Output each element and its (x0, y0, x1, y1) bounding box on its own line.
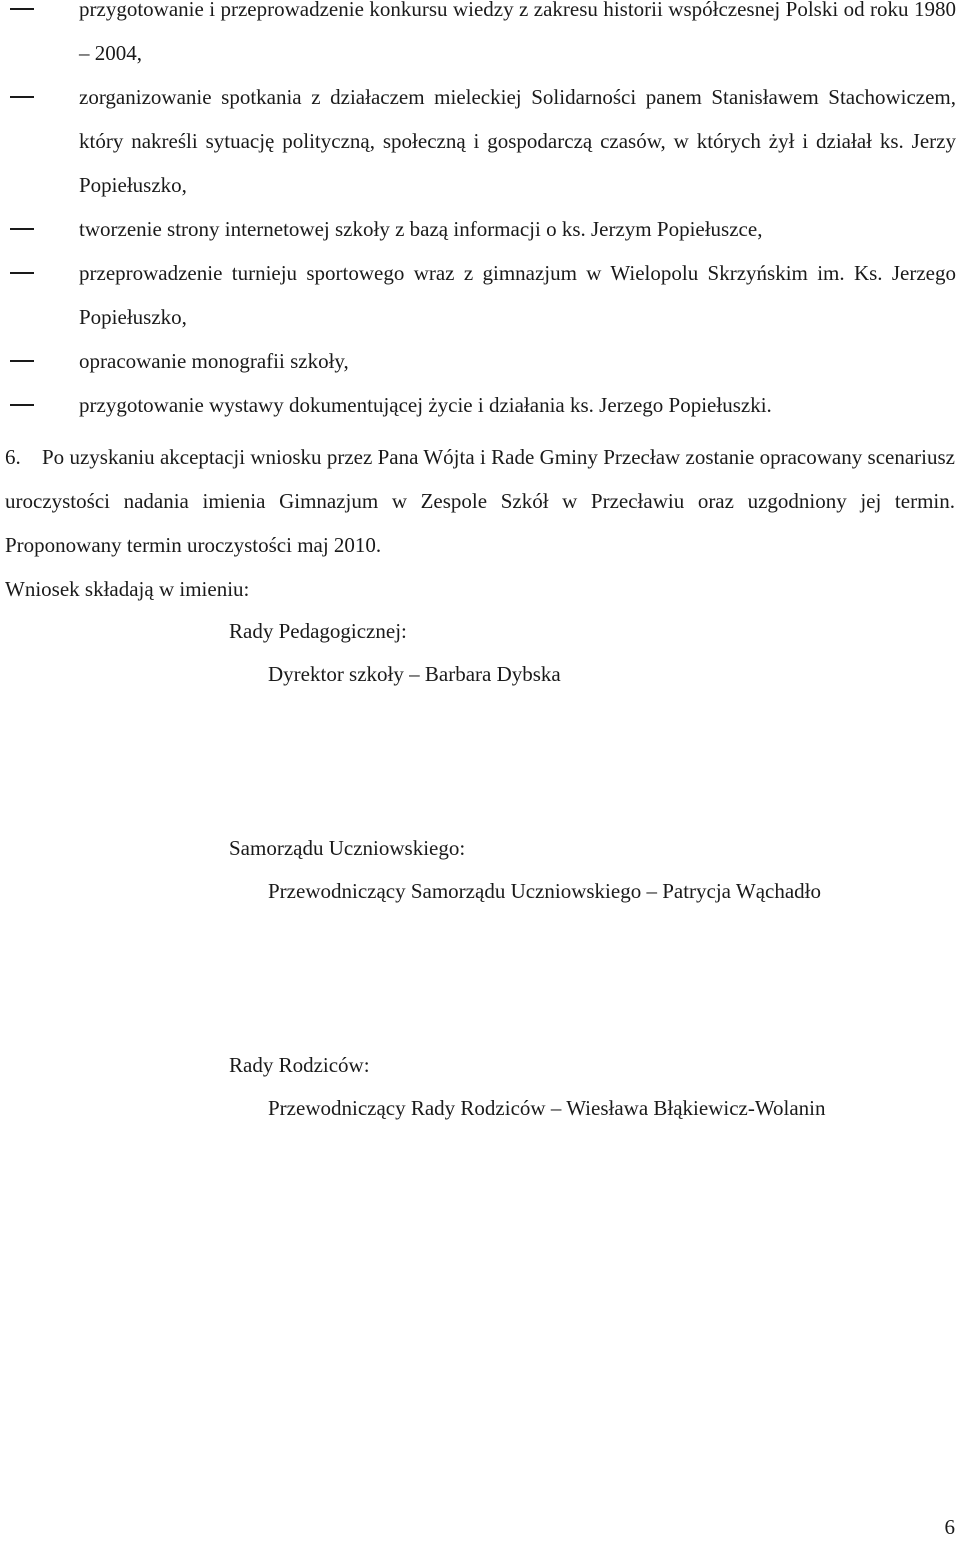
page-number: 6 (944, 1515, 955, 1539)
list-item-text: tworzenie strony internetowej szkoły z bazą informacji o ks. Jerzym Popiełuszce, (79, 217, 763, 241)
dash-bullet-icon (10, 96, 34, 98)
signatory-heading-parents: Rady Rodziców: (229, 1053, 370, 1077)
section-6-paragraph (5, 435, 955, 567)
activity-list (0, 0, 960, 427)
signatory-heading-students: Samorządu Uczniowskiego: (229, 836, 466, 860)
dash-bullet-icon (10, 8, 34, 10)
list-item (0, 251, 960, 339)
list-item (0, 75, 960, 207)
list-item-text: opracowanie monografii szkoły, (79, 349, 349, 373)
list-item (0, 339, 960, 383)
list-item-text: przygotowanie wystawy dokumentującej życie i działania ks. Jerzego Popiełuszki. (79, 393, 772, 417)
dash-bullet-icon (10, 360, 34, 362)
list-item (0, 383, 960, 427)
list-item-text: przygotowanie i przeprowadzenie konkursu wiedzy z zakresu historii współczesnej Polski od roku 1980 – 2004, (79, 0, 956, 65)
section-number: 6. (5, 445, 21, 469)
signatory-name-teachers: Dyrektor szkoły – Barbara Dybska (268, 662, 561, 686)
signatory-heading-teachers: Rady Pedagogicznej: (229, 619, 407, 643)
list-item-text: zorganizowanie spotkania z działaczem mieleckiej Solidarności panem Stanisławem Stachowiczem, który nakreśli sytuację polityczną, społeczną i gospodarczą czasów, w których żył i działał ks. Jerzy Popiełuszko, (79, 85, 956, 197)
dash-bullet-icon (10, 272, 34, 274)
signatory-name-students: Przewodniczący Samorządu Uczniowskiego – Patrycja Wąchadło (268, 879, 821, 903)
dash-bullet-icon (10, 228, 34, 230)
list-item-text: przeprowadzenie turnieju sportowego wraz z gimnazjum w Wielopolu Skrzyńskim im. Ks. Jerzego Popiełuszko, (79, 261, 956, 329)
list-item (0, 0, 960, 75)
list-item (0, 207, 960, 251)
section-6-text: Po uzyskaniu akceptacji wniosku przez Pana Wójta i Rade Gminy Przecław zostanie opracowany scenariusz uroczystości nadania imienia Gimnazjum w Zespole Szkół w Przecławiu oraz uzgodniony jej termin. Proponowany termin uroczystości maj 2010. (5, 445, 955, 557)
submitted-by-line: Wniosek składają w imieniu: (5, 577, 250, 601)
signatory-name-parents: Przewodniczący Rady Rodziców – Wiesława Błąkiewicz-Wolanin (268, 1096, 826, 1120)
dash-bullet-icon (10, 404, 34, 406)
